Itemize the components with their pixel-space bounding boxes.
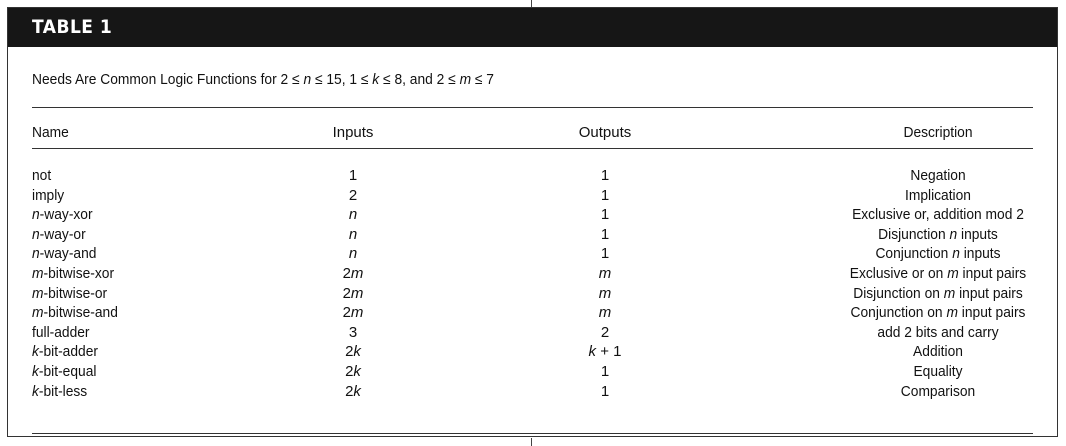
row-name: n-way-xor — [32, 206, 93, 223]
row-name: n-way-or — [32, 226, 86, 243]
table-label: TABLE 1 — [32, 16, 113, 38]
row-name: k-bit-less — [32, 383, 88, 400]
row-name: m-bitwise-xor — [32, 265, 115, 282]
table-caption: Needs Are Common Logic Functions for 2 ≤ n ≤ 15, 1 ≤ k ≤ 8, and 2 ≤ m ≤ 7 — [32, 71, 494, 88]
row-name: m-bitwise-and — [32, 304, 118, 321]
row-name: k-bit-adder — [32, 343, 98, 360]
header-name: Name — [32, 124, 69, 141]
row-name: n-way-and — [32, 245, 97, 262]
bottom-rule — [32, 433, 1033, 434]
table-frame: TABLE 1 Needs Are Common Logic Functions for 2 ≤ n ≤ 15, 1 ≤ k ≤ 8, and 2 ≤ m ≤ 7 Name Inputs Outputs Description not 1 1 Negation imply 2 1 Implication n-way-xor n 1 Exclusive or, addition mod 2 n-way-or n 1 Disjunction n inputs n-way-and n 1 Conjunction n inputs m-bitwise-xor 2m m Exclusive or on m input pairs m-bitwise-or 2m m Disjunction on m input pairs m-bitwise-and 2m m Conjunction on m input pairs full-adder 3 2 add 2 bits and carry k-bit-adder 2k k + 1 Addition k-bit-equal 2k 1 Equality k-bit-less 2k 1 Comparison — [7, 7, 1058, 437]
row-name: full-adder — [32, 324, 90, 341]
table-label-banner — [8, 8, 1057, 47]
row-name: imply — [32, 187, 65, 204]
header-rule — [32, 148, 1033, 149]
row-name: m-bitwise-or — [32, 285, 108, 302]
row-name: k-bit-equal — [32, 363, 97, 380]
row-name: not — [32, 167, 52, 184]
column-divider-bottom — [531, 438, 532, 446]
top-rule — [32, 107, 1033, 108]
